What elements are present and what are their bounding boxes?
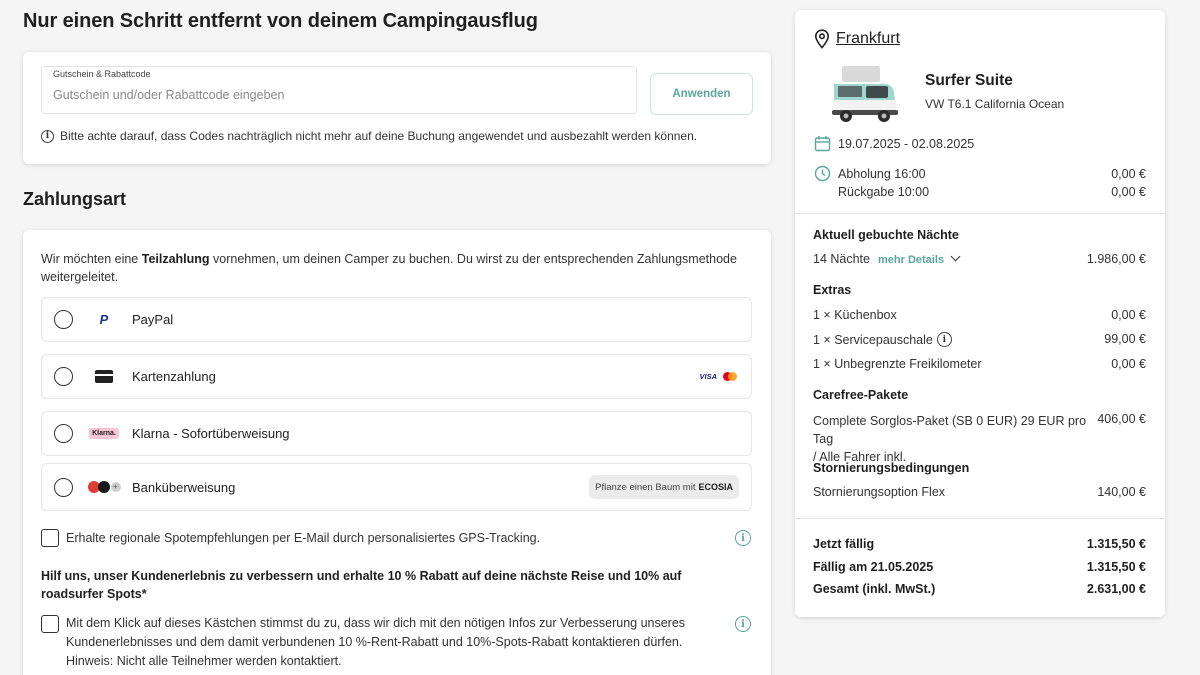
carefree-package-label: Complete Sorglos-Paket (SB 0 EUR) 29 EUR pro Tag / Alle Fahrer inkl. bbox=[813, 414, 1087, 464]
clock-icon bbox=[814, 165, 831, 182]
calendar-icon bbox=[814, 135, 831, 152]
cancellation-heading: Stornierungsbedingungen bbox=[813, 461, 970, 475]
mastercard-icon bbox=[723, 372, 737, 381]
due-later-label: Fällig am 21.05.2025 bbox=[813, 560, 934, 574]
carefree-heading: Carefree-Pakete bbox=[813, 388, 909, 402]
visa-icon: VISA bbox=[699, 372, 717, 381]
info-icon[interactable]: i bbox=[735, 616, 751, 632]
more-details-link[interactable]: mehr Details bbox=[877, 254, 945, 266]
voucher-note bbox=[41, 129, 697, 143]
radio-button[interactable] bbox=[54, 367, 73, 386]
due-later-amount: 1.315,50 € bbox=[1086, 560, 1146, 574]
payment-section-title: Zahlungsart bbox=[23, 189, 127, 209]
cancellation-row bbox=[813, 485, 1146, 499]
booking-dates bbox=[814, 135, 974, 152]
feedback-heading: Hilf uns, unser Kundenerlebnis zu verbessern und erhalte 10 % Rabatt auf deine nächste Reise und 10% auf roadsurfer Spots* bbox=[41, 569, 682, 601]
radio-button[interactable] bbox=[54, 310, 73, 329]
divider bbox=[795, 518, 1165, 519]
nights-price: 1.986,00 € bbox=[1086, 252, 1146, 266]
location bbox=[814, 29, 900, 49]
feedback-consent-checkbox[interactable] bbox=[41, 615, 59, 633]
payment-option-card[interactable] bbox=[41, 354, 752, 399]
voucher-label: Gutschein & Rabattcode bbox=[53, 69, 151, 79]
booking-summary bbox=[795, 10, 1165, 617]
due-now-row bbox=[813, 537, 1146, 551]
payment-option-label: Klarna - Sofortüberweisung bbox=[132, 426, 290, 441]
extra-price: 99,00 € bbox=[1104, 332, 1146, 346]
payment-option-label: Kartenzahlung bbox=[132, 369, 216, 384]
due-now-amount: 1.315,50 € bbox=[1086, 537, 1146, 551]
voucher-field[interactable] bbox=[41, 66, 637, 114]
total-label: Gesamt (inkl. MwSt.) bbox=[813, 582, 936, 596]
payment-option-label: Banküberweisung bbox=[132, 479, 236, 495]
total-amount: 2.631,00 € bbox=[1086, 582, 1146, 596]
nights-heading: Aktuell gebuchte Nächte bbox=[813, 228, 959, 242]
pickup-text: Abholung 16:00 bbox=[838, 166, 926, 181]
van-name: Surfer Suite bbox=[925, 72, 1013, 89]
page-title: Nur einen Schritt entfernt von deinem Campingausflug bbox=[23, 10, 538, 32]
nights-label: 14 Nächte bbox=[813, 252, 870, 266]
pickup-time bbox=[814, 165, 926, 182]
extras-heading: Extras bbox=[813, 283, 852, 297]
voucher-card bbox=[23, 52, 771, 164]
voucher-note-text: Bitte achte darauf, dass Codes nachträglich nicht mehr auf deine Buchung angewendet und ausbezahlt werden können. bbox=[60, 129, 698, 143]
info-icon[interactable]: i bbox=[937, 332, 952, 347]
payment-option-klarna[interactable] bbox=[41, 411, 752, 456]
return-text: Rückgabe 10:00 bbox=[838, 185, 930, 199]
gps-tracking-label: Erhalte regionale Spotempfehlungen per E-Mail durch personalisiertes GPS-Tracking. bbox=[66, 531, 541, 545]
extra-row bbox=[813, 308, 1146, 322]
location-pin-icon bbox=[814, 29, 830, 49]
gps-tracking-checkbox[interactable] bbox=[41, 529, 59, 547]
info-icon: i bbox=[41, 130, 54, 143]
card-brands bbox=[699, 372, 737, 381]
cancellation-label: Stornierungsoption Flex bbox=[813, 485, 946, 499]
van-model: VW T6.1 California Ocean bbox=[925, 97, 1065, 111]
payment-option-paypal[interactable] bbox=[41, 297, 752, 342]
radio-button[interactable] bbox=[54, 424, 73, 443]
extra-price: 0,00 € bbox=[1111, 357, 1146, 371]
radio-button[interactable] bbox=[54, 478, 73, 497]
due-later-row bbox=[813, 560, 1146, 574]
pickup-price: 0,00 € bbox=[1111, 167, 1146, 181]
apply-button[interactable]: Anwenden bbox=[650, 73, 753, 115]
extra-row bbox=[813, 357, 1146, 371]
extra-row bbox=[813, 332, 1146, 347]
klarna-icon: Klarna. bbox=[87, 428, 121, 439]
location-link[interactable]: Frankfurt bbox=[836, 30, 901, 47]
info-icon[interactable]: i bbox=[735, 530, 751, 546]
nights-row bbox=[813, 252, 1146, 266]
payment-intro: Wir möchten eine Teilzahlung vornehmen, um deinen Camper zu buchen. Du wirst zu der entsprechenden Zahlungsmethode weitergeleitet. bbox=[41, 252, 737, 284]
voucher-input[interactable] bbox=[53, 88, 613, 102]
dates-text: 19.07.2025 - 02.08.2025 bbox=[838, 136, 975, 151]
extra-label: 1 × Servicepauschale bbox=[813, 332, 933, 347]
payment-card bbox=[23, 230, 771, 675]
return-price: 0,00 € bbox=[1111, 185, 1146, 199]
camper-van-image bbox=[828, 64, 900, 126]
payment-option-bank-transfer[interactable] bbox=[41, 463, 752, 511]
extra-label: 1 × Küchenbox bbox=[813, 308, 897, 322]
extra-price: 0,00 € bbox=[1111, 308, 1146, 322]
credit-card-icon bbox=[87, 370, 121, 383]
payment-option-label: PayPal bbox=[132, 312, 174, 327]
paypal-icon: P bbox=[99, 312, 109, 327]
divider bbox=[795, 213, 1165, 214]
carefree-price: 406,00 € bbox=[1097, 412, 1146, 426]
due-now-label: Jetzt fällig bbox=[813, 537, 875, 551]
feedback-consent-label: Mit dem Klick auf dieses Kästchen stimmst du zu, dass wir dich mit den nötigen Infos zur Verbesserung unseres Kundenerlebnisses und dem damit verbundenen 10 %-Rent-Rabatt und 10%-Spots-Rabatt kontaktieren dürfen. Hinweis: Nicht alle Teilnehmer werden kontaktiert. bbox=[66, 616, 686, 668]
chevron-down-icon[interactable] bbox=[951, 252, 961, 262]
ecosia-badge: Pflanze einen Baum mit ECOSIA bbox=[589, 475, 739, 499]
bank-transfer-icon: + bbox=[87, 481, 121, 493]
total-row bbox=[813, 582, 1146, 596]
cancellation-price: 140,00 € bbox=[1097, 485, 1146, 499]
extra-label: 1 × Unbegrenzte Freikilometer bbox=[813, 357, 982, 371]
